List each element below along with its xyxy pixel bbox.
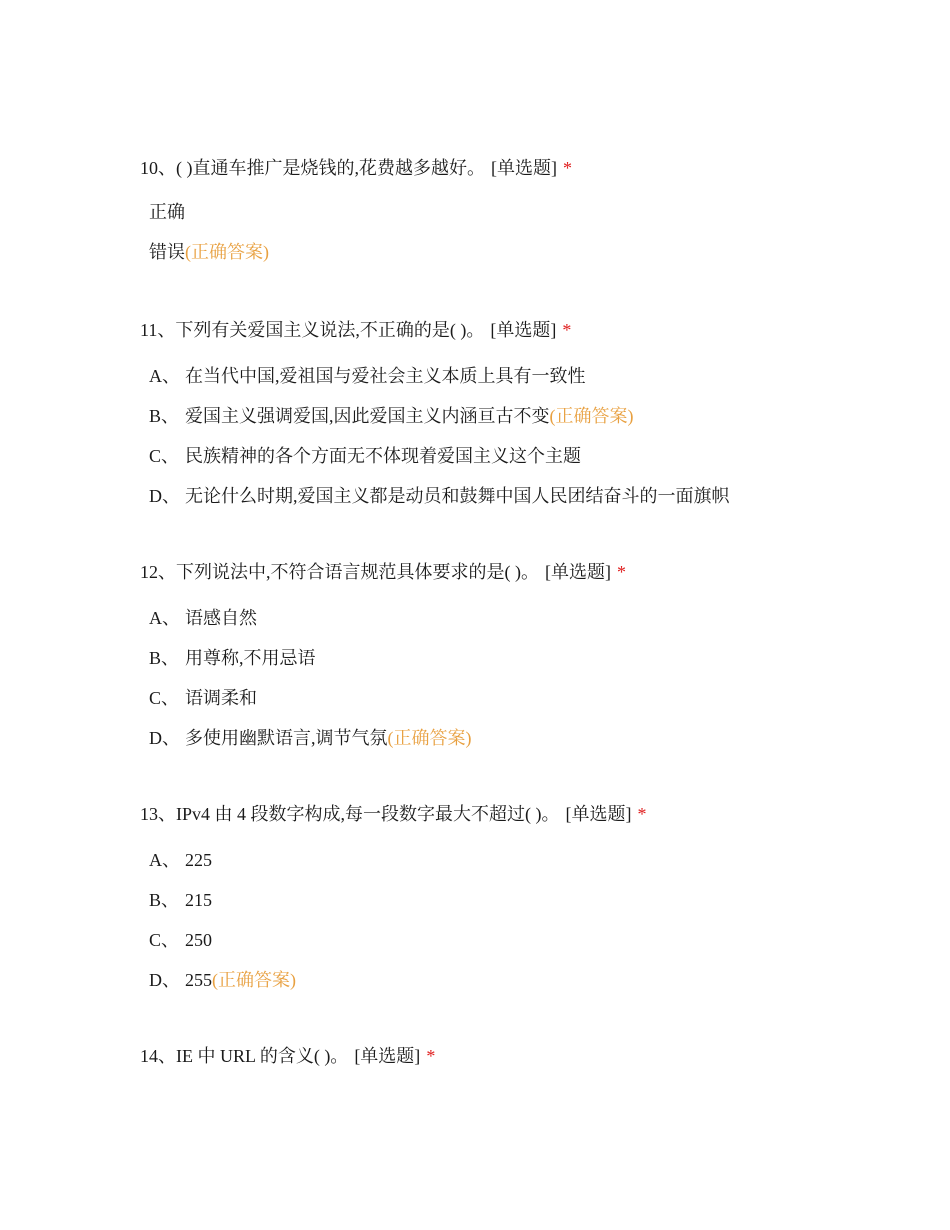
option-letter: C、 (149, 930, 180, 950)
question-text: 12、下列说法中,不符合语言规范具体要求的是( )。 (140, 562, 539, 582)
option-c (149, 686, 900, 726)
option-letter: A、 (149, 608, 180, 628)
question-12 (140, 560, 900, 766)
option-letter: D、 (149, 486, 180, 506)
option-d (149, 726, 900, 766)
option-list (140, 606, 900, 766)
option-text: 语调柔和 (185, 688, 257, 708)
option-text: 215 (185, 890, 212, 910)
question-text: 10、( )直通车推广是烧钱的,花费越多越好。 (140, 158, 485, 178)
question-14 (140, 1044, 900, 1068)
option-letter: A、 (149, 850, 180, 870)
question-text: 11、下列有关爱国主义说法,不正确的是( )。 (140, 320, 485, 340)
required-mark: * (563, 158, 572, 178)
option-c (149, 444, 900, 484)
option (149, 240, 900, 280)
question-type: [单选题] (490, 320, 557, 340)
question-type: [单选题] (491, 158, 557, 178)
question-type: [单选题] (354, 1046, 421, 1066)
question-title (140, 802, 900, 826)
option-letter: D、 (149, 728, 180, 748)
option-letter: C、 (149, 688, 180, 708)
required-mark: * (426, 1046, 436, 1066)
option-text: 多使用幽默语言,调节气氛 (185, 728, 388, 748)
option-list (140, 364, 900, 524)
option-c (149, 928, 900, 968)
question-10 (140, 156, 900, 280)
correct-answer-mark: (正确答案) (185, 242, 269, 262)
option-a (149, 606, 900, 646)
question-title (140, 156, 900, 180)
question-type: [单选题] (565, 804, 632, 824)
option-text: 在当代中国,爱祖国与爱社会主义本质上具有一致性 (185, 366, 586, 386)
required-mark: * (637, 804, 647, 824)
option-text: 250 (185, 930, 212, 950)
question-13 (140, 802, 900, 1008)
correct-answer-mark: (正确答案) (387, 728, 472, 748)
option-list (140, 200, 900, 280)
option-text: 错误 (149, 242, 185, 262)
option-text: 255 (185, 970, 212, 990)
correct-answer-mark: (正确答案) (549, 406, 634, 426)
question-title (140, 560, 900, 584)
required-mark: * (617, 562, 626, 582)
option-text: 225 (185, 850, 212, 870)
option-letter: B、 (149, 890, 180, 910)
option-b (149, 404, 900, 444)
option-letter: D、 (149, 970, 180, 990)
option-d (149, 968, 900, 1008)
option-letter: C、 (149, 446, 180, 466)
option (149, 200, 900, 240)
question-text: 14、IE 中 URL 的含义( )。 (140, 1046, 349, 1066)
option-a (149, 364, 900, 404)
question-title (140, 318, 900, 342)
option-text: 民族精神的各个方面无不体现着爱国主义这个主题 (185, 446, 581, 466)
option-b (149, 646, 900, 686)
option-text: 无论什么时期,爱国主义都是动员和鼓舞中国人民团结奋斗的一面旗帜 (185, 486, 730, 506)
option-letter: B、 (149, 406, 180, 426)
correct-answer-mark: (正确答案) (212, 970, 296, 990)
option-d (149, 484, 900, 524)
option-letter: B、 (149, 648, 180, 668)
option-text: 爱国主义强调爱国,因此爱国主义内涵亘古不变 (185, 406, 550, 426)
required-mark: * (562, 320, 572, 340)
option-text: 正确 (149, 202, 185, 222)
option-a (149, 848, 900, 888)
option-text: 语感自然 (185, 608, 257, 628)
option-list (140, 848, 900, 1008)
question-text: 13、IPv4 由 4 段数字构成,每一段数字最大不超过( )。 (140, 804, 560, 824)
question-type: [单选题] (545, 562, 611, 582)
option-letter: A、 (149, 366, 180, 386)
question-title (140, 1044, 900, 1068)
option-b (149, 888, 900, 928)
question-11 (140, 318, 900, 524)
option-text: 用尊称,不用忌语 (185, 648, 316, 668)
